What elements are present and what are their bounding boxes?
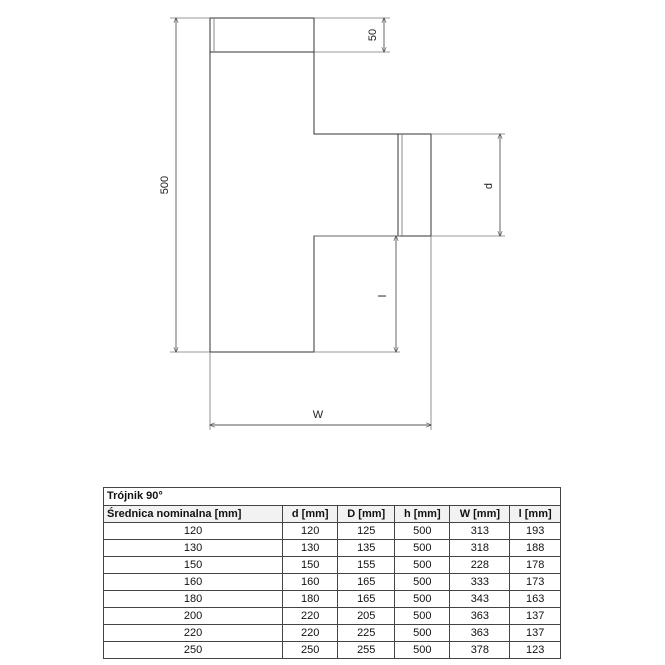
table-cell: 180 xyxy=(283,591,338,608)
table-cell: 120 xyxy=(104,523,283,540)
table-cell: 250 xyxy=(104,642,283,659)
table-cell: 378 xyxy=(450,642,510,659)
table-row xyxy=(104,642,561,659)
table-row xyxy=(104,557,561,574)
table-cell: 193 xyxy=(510,523,561,540)
table-header-row xyxy=(104,506,561,523)
table-cell: 150 xyxy=(283,557,338,574)
table-cell: 363 xyxy=(450,625,510,642)
table-cell: 343 xyxy=(450,591,510,608)
dimension-lines xyxy=(176,18,500,425)
column-header: l [mm] xyxy=(510,506,561,523)
table-title: Trójnik 90° xyxy=(104,488,561,506)
table-cell: 500 xyxy=(395,574,450,591)
width-label: W xyxy=(312,409,324,421)
height-label: 500 xyxy=(159,175,171,195)
table-cell: 250 xyxy=(283,642,338,659)
table-cell: 205 xyxy=(338,608,395,625)
table-cell: 188 xyxy=(510,540,561,557)
table-cell: 160 xyxy=(104,574,283,591)
table-cell: 180 xyxy=(104,591,283,608)
table-body xyxy=(104,523,561,659)
table-cell: 220 xyxy=(283,625,338,642)
table-row xyxy=(104,608,561,625)
table-cell: 150 xyxy=(104,557,283,574)
table-cell: 165 xyxy=(338,591,395,608)
tee-body xyxy=(210,18,431,352)
branch-label: d xyxy=(483,182,495,190)
table-cell: 255 xyxy=(338,642,395,659)
top-label: 50 xyxy=(367,28,379,42)
top-socket xyxy=(210,18,314,52)
table-cell: 500 xyxy=(395,608,450,625)
table-cell: 500 xyxy=(395,540,450,557)
table-cell: 220 xyxy=(283,608,338,625)
table-cell: 130 xyxy=(283,540,338,557)
extension-lines xyxy=(170,18,505,430)
table-cell: 125 xyxy=(338,523,395,540)
table-cell: 363 xyxy=(450,608,510,625)
table-cell: 160 xyxy=(283,574,338,591)
table-cell: 500 xyxy=(395,642,450,659)
table-cell: 225 xyxy=(338,625,395,642)
table-row xyxy=(104,625,561,642)
table-cell: 200 xyxy=(104,608,283,625)
table-cell: 130 xyxy=(104,540,283,557)
table-cell: 500 xyxy=(395,591,450,608)
table-title-row xyxy=(104,488,561,506)
table-cell: 228 xyxy=(450,557,510,574)
column-header: Średnica nominalna [mm] xyxy=(104,506,283,523)
table-cell: 137 xyxy=(510,608,561,625)
table-cell: 500 xyxy=(395,523,450,540)
column-header: D [mm] xyxy=(338,506,395,523)
table-cell: 500 xyxy=(395,557,450,574)
column-header: d [mm] xyxy=(283,506,338,523)
table-cell: 123 xyxy=(510,642,561,659)
table-cell: 137 xyxy=(510,625,561,642)
column-header: h [mm] xyxy=(395,506,450,523)
table-cell: 173 xyxy=(510,574,561,591)
table-cell: 163 xyxy=(510,591,561,608)
table-row xyxy=(104,523,561,540)
table-cell: 155 xyxy=(338,557,395,574)
table-cell: 165 xyxy=(338,574,395,591)
table-cell: 313 xyxy=(450,523,510,540)
table-row xyxy=(104,574,561,591)
column-header: W [mm] xyxy=(450,506,510,523)
table-cell: 318 xyxy=(450,540,510,557)
table-cell: 220 xyxy=(104,625,283,642)
pipe-outline xyxy=(210,52,398,352)
table-cell: 120 xyxy=(283,523,338,540)
specification-table xyxy=(103,487,561,659)
table-row xyxy=(104,540,561,557)
table-row xyxy=(104,591,561,608)
table-cell: 135 xyxy=(338,540,395,557)
branch-socket xyxy=(398,134,431,236)
length-label: l xyxy=(377,294,389,298)
table-cell: 500 xyxy=(395,625,450,642)
table-cell: 178 xyxy=(510,557,561,574)
table-cell: 333 xyxy=(450,574,510,591)
